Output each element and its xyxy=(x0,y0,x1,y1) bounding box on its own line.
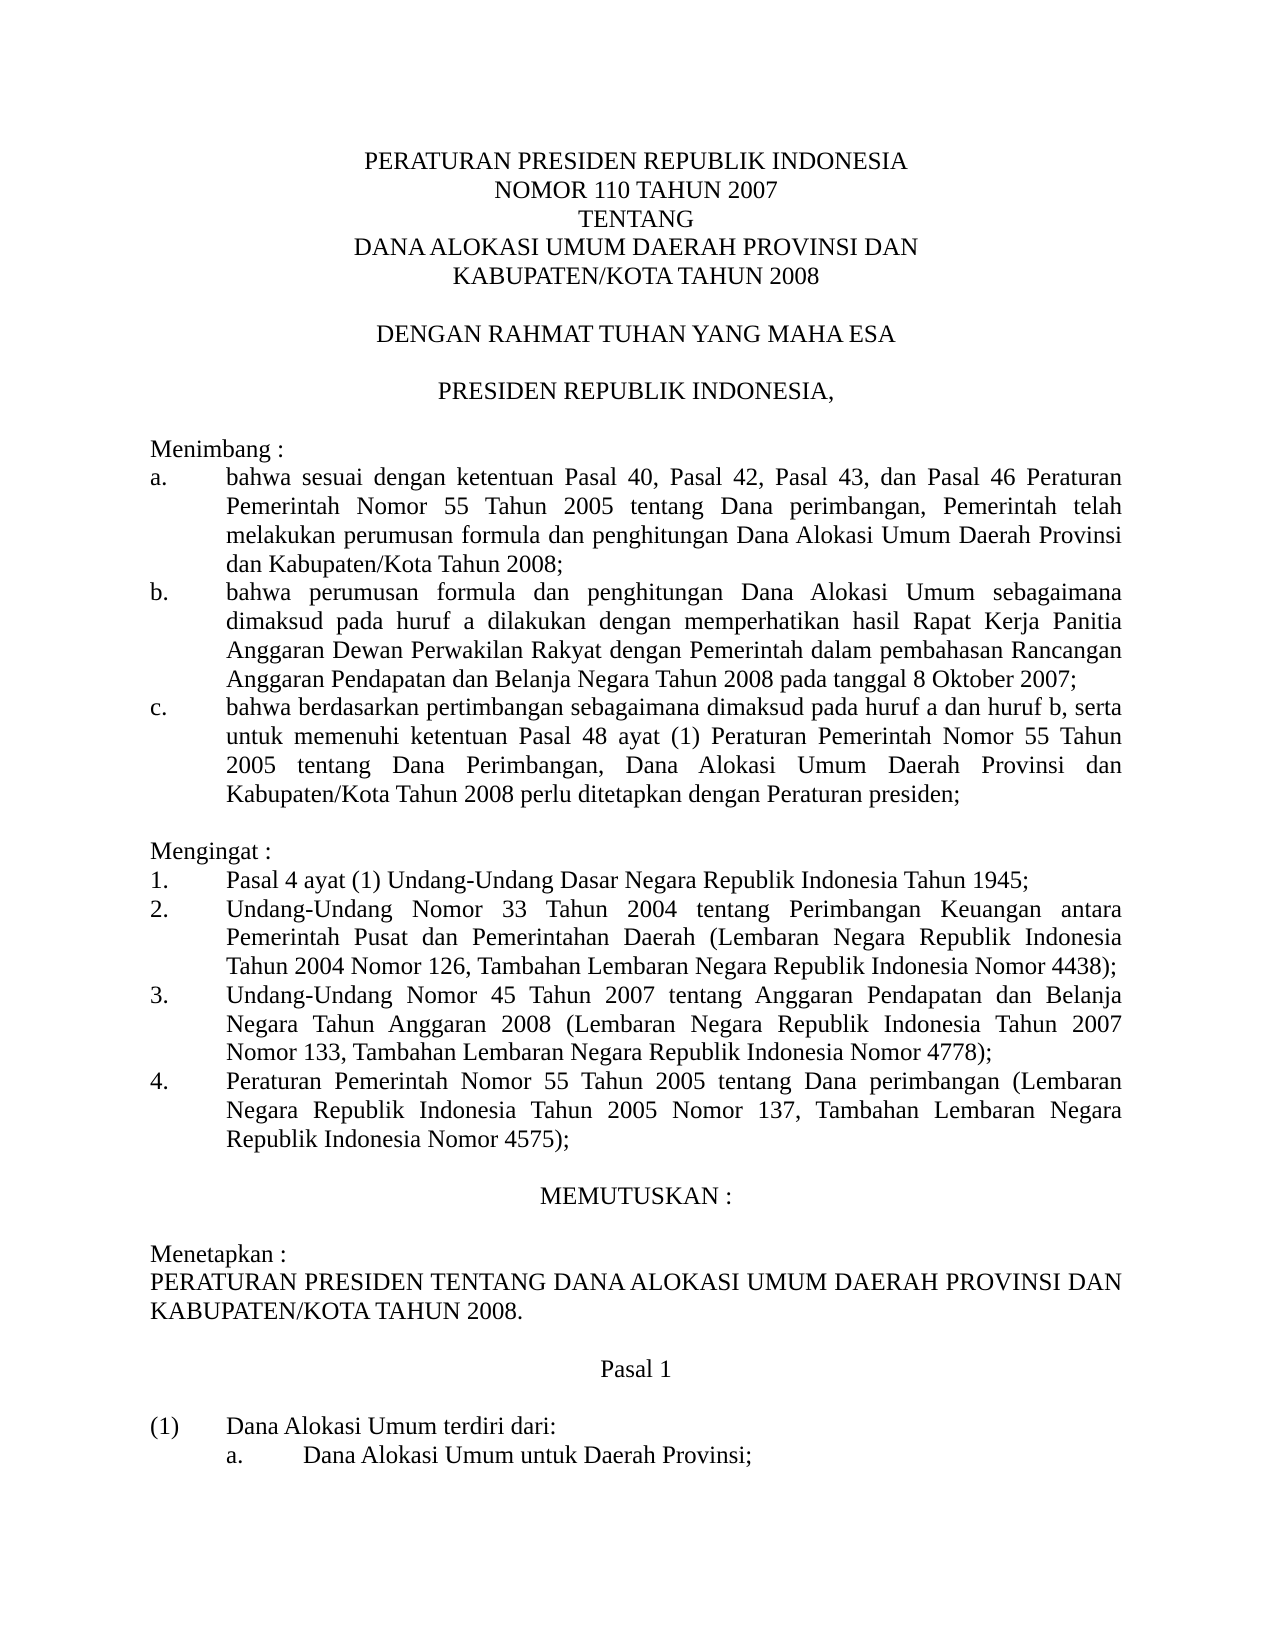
memutuskan-heading: MEMUTUSKAN : xyxy=(539,1183,733,1210)
spacer xyxy=(150,1212,1122,1241)
item-marker: 2. xyxy=(150,895,169,923)
mengingat-section xyxy=(150,838,1122,1154)
legal-basis-item-3 xyxy=(150,982,1122,1068)
item-marker: 1. xyxy=(150,866,169,894)
item-marker: a. xyxy=(226,1441,244,1469)
pasal-1-item-1-body xyxy=(226,1413,1122,1471)
consideration-item-a xyxy=(150,464,1122,579)
pasal-1-item-1-sub-a xyxy=(226,1442,1122,1471)
item-marker: 4. xyxy=(150,1068,169,1095)
item-text: bahwa sesuai dengan ketentuan Pasal 40, Pasal 42, Pasal 43, dan Pasal 46 Peraturan Pemerintah Nomor 55 Tahun 2005 tentang Dana perimbangan, Pemerintah telah melakukan perumusan formula dan penghitungan Dana Alokasi Umum Daerah Provinsi dan Kabupaten/Kota Tahun 2008; xyxy=(226,464,1122,578)
item-marker: 3. xyxy=(150,981,169,1009)
spacer xyxy=(150,1384,1122,1413)
title-line-subject-2: KABUPATEN/KOTA TAHUN 2008 xyxy=(452,263,820,290)
title-line-subject-1: DANA ALOKASI UMUM DAERAH PROVINSI DAN xyxy=(353,234,919,262)
authority-line: PRESIDEN REPUBLIK INDONESIA, xyxy=(437,378,835,405)
enacting-text: PERATURAN PRESIDEN TENTANG DANA ALOKASI UMUM DAERAH PROVINSI DAN KABUPATEN/KOTA TAHUN 2008. xyxy=(150,1269,1122,1325)
item-marker: c. xyxy=(150,694,168,722)
legal-basis-item-2 xyxy=(150,896,1122,982)
item-text: Dana Alokasi Umum untuk Daerah Provinsi; xyxy=(303,1441,753,1469)
pasal-1-item-1 xyxy=(150,1413,1122,1471)
item-marker: a. xyxy=(150,464,168,492)
spacer xyxy=(150,349,1122,378)
item-text: Dana Alokasi Umum terdiri dari: xyxy=(226,1413,557,1440)
mengingat-heading: Mengingat : xyxy=(150,838,272,865)
spacer xyxy=(150,1154,1122,1183)
invocation-line: DENGAN RAHMAT TUHAN YANG MAHA ESA xyxy=(376,320,896,348)
item-text: Undang-Undang Nomor 33 Tahun 2004 tentang Perimbangan Keuangan antara Pemerintah Pusat dan Pemerintahan Daerah (Lembaran Negara Republik Indonesia Tahun 2004 Nomor 126, Tambahan Lembaran Negara Republik Indonesia Nomor 4438); xyxy=(226,895,1122,980)
spacer xyxy=(150,1327,1122,1356)
document-title xyxy=(150,148,1122,292)
consideration-item-b xyxy=(150,579,1122,694)
menimbang-heading: Menimbang : xyxy=(150,435,285,463)
spacer xyxy=(150,292,1122,321)
item-marker: b. xyxy=(150,579,169,607)
item-text: Peraturan Pemerintah Nomor 55 Tahun 2005 tentang Dana perimbangan (Lembaran Negara Republik Indonesia Tahun 2005 Nomor 137, Tambahan Lembaran Negara Republik Indonesia Nomor 4575); xyxy=(226,1068,1122,1153)
legal-basis-item-1 xyxy=(150,867,1122,896)
menetapkan-section xyxy=(150,1241,1122,1327)
item-text: Undang-Undang Nomor 45 Tahun 2007 tentang Anggaran Pendapatan dan Belanja Negara Tahun Anggaran 2008 (Lembaran Negara Republik Indonesia Tahun 2007 Nomor 133, Tambahan Lembaran Negara Republik Indonesia Nomor 4778); xyxy=(226,981,1122,1067)
spacer xyxy=(150,809,1122,838)
title-line-number: NOMOR 110 TAHUN 2007 xyxy=(494,176,778,204)
title-line-tentang: TENTANG xyxy=(577,205,695,233)
item-marker: (1) xyxy=(150,1413,180,1440)
spacer xyxy=(150,407,1122,436)
menimbang-section xyxy=(150,436,1122,810)
item-text: Pasal 4 ayat (1) Undang-Undang Dasar Negara Republik Indonesia Tahun 1945; xyxy=(226,866,1030,894)
item-text: bahwa perumusan formula dan penghitungan Dana Alokasi Umum sebagaimana dimaksud pada huruf a dilakukan dengan memperhatikan hasil Rapat Kerja Panitia Anggaran Dewan Perwakilan Rakyat dengan Pemerintah dalam pembahasan Rancangan Anggaran Pendapatan dan Belanja Negara Tahun 2008 pada tanggal 8 Oktober 2007; xyxy=(226,579,1122,693)
item-text: bahwa berdasarkan pertimbangan sebagaimana dimaksud pada huruf a dan huruf b, serta untuk memenuhi ketentuan Pasal 48 ayat (1) Peraturan Pemerintah Nomor 55 Tahun 2005 tentang Dana Perimbangan, Dana Alokasi Umum Daerah Provinsi dan Kabupaten/Kota Tahun 2008 perlu ditetapkan dengan Peraturan presiden; xyxy=(226,694,1122,808)
title-line-regulation: PERATURAN PRESIDEN REPUBLIK INDONESIA xyxy=(364,148,908,175)
consideration-item-c xyxy=(150,694,1122,809)
legal-basis-item-4 xyxy=(150,1068,1122,1154)
pasal-1-heading: Pasal 1 xyxy=(600,1355,672,1383)
menetapkan-heading: Menetapkan : xyxy=(150,1240,287,1268)
pasal-1-section xyxy=(150,1413,1122,1471)
